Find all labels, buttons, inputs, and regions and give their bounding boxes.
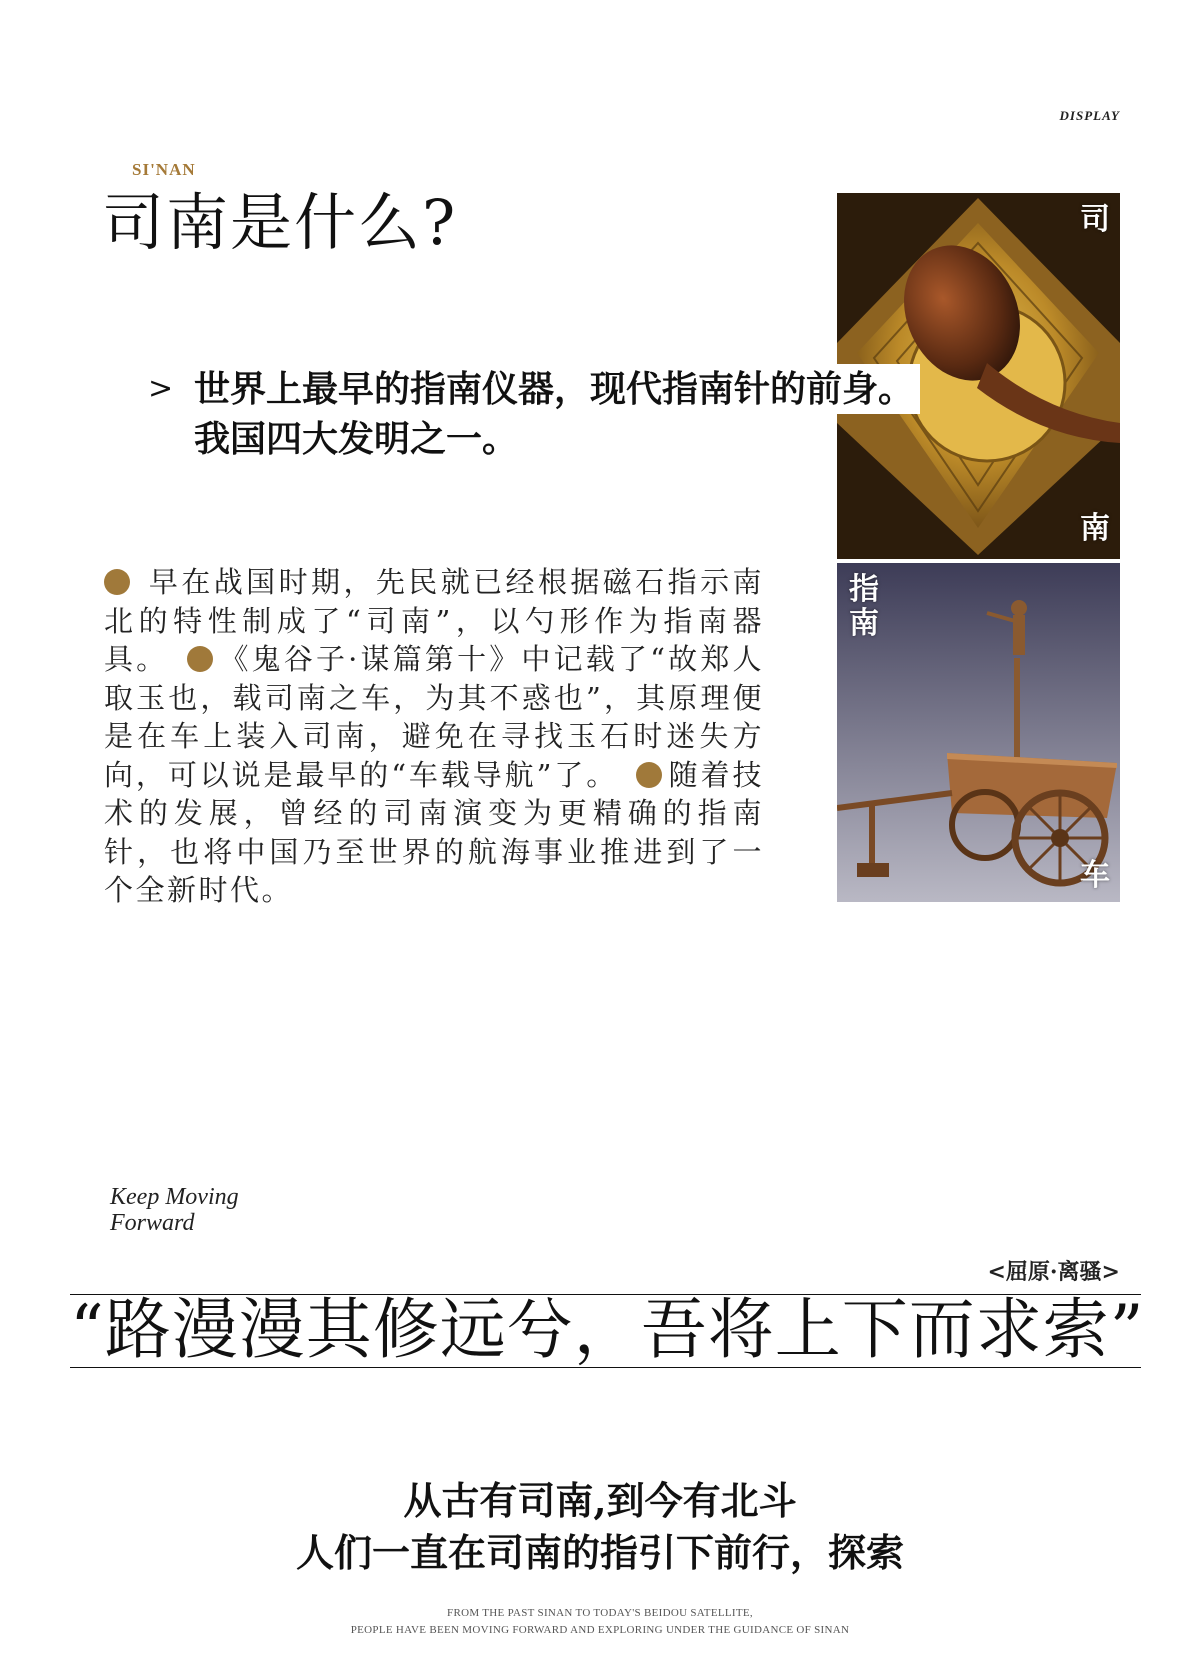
- display-tag: DISPLAY: [1059, 108, 1120, 123]
- photo-label-nan-vertical: 南: [849, 606, 879, 641]
- arrow-icon: >: [148, 371, 174, 406]
- bullet-dot-icon: [636, 762, 662, 788]
- closing-line-1: 从古有司南,到今有北斗: [403, 1478, 797, 1523]
- highlight-line-2: 我国四大发明之一。: [194, 418, 519, 460]
- quote-source: <屈原·离骚>: [987, 1259, 1120, 1285]
- page-title: 司南是什么?: [102, 186, 458, 259]
- closing-line-2: 人们一直在司南的指引下前行，探索: [295, 1530, 904, 1575]
- brand-label: SI'NAN: [132, 160, 196, 179]
- photo-label-zhi: 指: [849, 572, 879, 607]
- keep-moving-text: [110, 1184, 239, 1236]
- body-part-1: 早在战国时期，先民就已经根据磁石指示南北的特性制成了“司南”，以勺形作为指南器具。: [104, 565, 764, 676]
- south-pointing-chariot-photo: [837, 563, 1120, 902]
- quote-text: “路漫漫其修远兮，吾将上下而求索”: [70, 1291, 1145, 1368]
- body-part-2: 《鬼谷子·谋篇第十》中记载了“故郑人取玉也，载司南之车，为其不惑也”，其原理便是在车上装入司南，避免在寻找玉石时迷失方向，可以说是最早的“车载导航”了。: [104, 642, 764, 792]
- keep-moving-line-1: Keep Moving: [110, 1184, 239, 1210]
- photo-label-si: 司: [1080, 202, 1110, 237]
- bullet-dot-icon: [187, 646, 213, 672]
- english-caption-2: PEOPLE HAVE BEEN MOVING FORWARD AND EXPLORING UNDER THE GUIDANCE OF SINAN: [350, 1624, 850, 1636]
- body-part-3: 随着技术的发展，曾经的司南演变为更精确的指南针，也将中国乃至世界的航海事业推进到了一个全新时代。: [104, 757, 764, 907]
- photo-label-che: 车: [1080, 858, 1110, 893]
- photo-label-nan: 南: [1080, 511, 1110, 546]
- bullet-dot-icon: [104, 569, 130, 595]
- body-paragraph: [104, 563, 764, 910]
- highlight-statement: [148, 364, 920, 464]
- chariot-illustration: [837, 563, 1120, 902]
- highlight-line-1: 世界上最早的指南仪器，现代指南针的前身。: [194, 364, 920, 414]
- english-caption-1: FROM THE PAST SINAN TO TODAY'S BEIDOU SATELLITE,: [447, 1607, 753, 1619]
- keep-moving-line-2: Forward: [110, 1210, 195, 1236]
